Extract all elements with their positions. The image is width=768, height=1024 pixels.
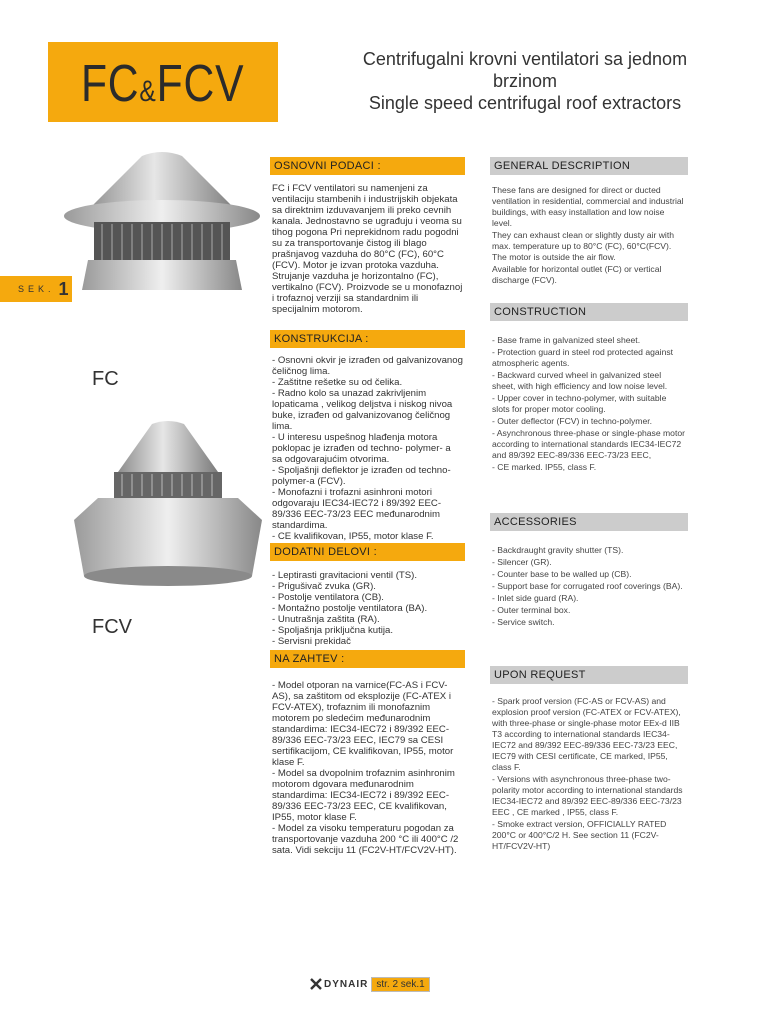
nazahtev-list [270,680,465,856]
list-item: - Service switch. [492,617,555,627]
list-item: - Leptirasti gravitacioni ventil (TS). [272,570,418,581]
dodatni-heading: DODATNI DELOVI : [270,543,465,561]
list-item: - Asynchronous three-phase or single-phase motor according to international standards IEC34-IEC72 and 89/392 EEC-89/336 EEC-73/23 EEC, [492,428,685,460]
accessories-section [490,513,688,629]
list-item: - U interesu uspešnog hlađenja motora poklopac je izrađen od techno- polymer- a sa odgovarajućim otvorima. [272,432,451,465]
logo-fcv-text: FCV [156,55,245,113]
list-item: - Upper cover in techno-polymer, with suitable slots for proper motor cooling. [492,393,667,414]
list-item: - Postolje ventilatora (CB). [272,592,384,603]
page-title [290,48,760,114]
fcv-model-label: FCV [92,616,132,638]
konstrukcija-list [270,355,465,542]
dodatni-section [270,543,465,647]
title-line-2: brzinom [492,71,558,91]
list-item: - Servisni prekidač [272,636,351,647]
list-item: - Outer terminal box. [492,605,571,615]
dynair-x-icon [310,978,322,990]
general-section [490,157,688,287]
general-heading: GENERAL DESCRIPTION [490,157,688,175]
osnovni-section [270,157,465,315]
osnovni-heading: OSNOVNI PODACI : [270,157,465,175]
list-item: - Smoke extract version, OFFICIALLY RATED 200°C or 400°C/2 H. See section 11 (FC2V-HT/FCV2V-HT) [492,819,667,851]
fcv-fan-image [68,420,268,600]
list-item: - Support base for corrugated roof coverings (BA). [492,581,683,591]
list-item: - Spoljašnji deflektor je izrađen od techno-polymer-a (FCV). [272,465,451,487]
konstrukcija-section [270,330,465,542]
list-item: They can exhaust clean or slightly dusty air with max. temperature up to 80°C (FC), 60°C(FCV). The motor is outside the air flow. [492,230,674,262]
list-item: - Montažno postolje ventilatora (BA). [272,603,428,614]
nazahtev-section [270,650,465,856]
list-item: - Protection guard in steel rod protected against atmospheric agents. [492,347,674,368]
list-item: - Silencer (GR). [492,557,552,567]
list-item: - Monofazni i trofazni asinhroni motori odgovaraju IEC34-IEC72 i 89/392 EEC-89/336 EEC-73/23 EEC međunarodnim standardima. [272,487,442,531]
fc-fan-image [62,150,262,300]
general-list [490,185,688,286]
upon-request-section [490,666,688,853]
list-item: - Spoljašnja priključna kutija. [272,625,394,636]
list-item: - Model sa dvopolnim trofaznim asinhronim motorom dgovara međunarodnim standardima: IEC34-IEC72 i 89/392 EEC-89/336 EEC-73/23 EEC, CE kvalifikovan, IP55, motor klase F. [272,768,455,823]
construction-section [490,303,688,474]
list-item: These fans are designed for direct or ducted ventilation in residential, commercial and industrial buildings, with easy installation and low noise level. [492,185,684,228]
list-item: - Base frame in galvanized steel sheet. [492,335,641,345]
upon-request-heading: UPON REQUEST [490,666,688,684]
accessories-heading: ACCESSORIES [490,513,688,531]
list-item: - Counter base to be walled up (CB). [492,569,632,579]
accessories-list [490,545,688,628]
section-tab-number: 1 [58,278,69,299]
page-number: str. 2 sek.1 [371,977,429,992]
list-item: - Prigušivač zvuka (GR). [272,581,376,592]
logo-fc-text: FC [81,55,140,113]
fc-model-label: FC [92,368,119,390]
list-item: - CE marked. IP55, class F. [492,462,597,472]
list-item: - Backward curved wheel in galvanized steel sheet, with high efficiency and low noise level. [492,370,668,391]
list-item: - CE kvalifikovan, IP55, motor klase F. [272,531,434,542]
list-item: - Model za visoku temperaturu pogodan za transportovanje vazduha 200 °C ili 400°C /2 sata. Vidi sekciju 11 (FC2V-HT/FCV2V-HT). [272,823,459,856]
list-item: - Outer deflector (FCV) in techno-polymer. [492,416,652,426]
upon-request-list [490,696,688,852]
list-item: - Model otporan na varnice(FC-AS i FCV-AS), sa zaštitom od eksplozije (FC-ATEX i FCV-ATEX), trofaznim ili monofaznim motorem po sledećim međunarodnim standardima: IEC34-IEC72 i 89/392 EEC-89/336 EEC-73/23 EEC, IEC79 sa CESI sertifikacijom, CE kvalifikovan, IP55, motor klase F. [272,680,454,768]
dodatni-list [270,570,465,647]
section-tab-label: SEK. [18,284,55,294]
list-item: - Inlet side guard (RA). [492,593,579,603]
list-item: - Unutrašnja zaštita (RA). [272,614,380,625]
list-item: - Osnovni okvir je izrađen od galvanizovanog čeličnog lima. [272,355,463,377]
page-footer [310,976,430,992]
list-item: - Radno kolo sa unazad zakrivljenim lopaticama , velikog deljstva i niskog nivoa buke, izrađen od galvanizovanog čeličnog lima. [272,388,453,432]
construction-list [490,335,688,473]
construction-heading: CONSTRUCTION [490,303,688,321]
brand-name: DYNAIR [324,978,369,990]
list-item: - Spark proof version (FC-AS or FCV-AS) and explosion proof version (FC-ATEX or FCV-ATEX), with three-phase or single-phase motor EEx-d IIB T3 according to international standards IEC34-IEC72 and 89/392 EEC-89/336 EEC-73/23 EEC, IEC79 with CESI certificate, CE marked, IP55, class F. [492,696,681,772]
konstrukcija-heading: KONSTRUKCIJA : [270,330,465,348]
list-item: - Zaštitne rešetke su od čelika. [272,377,403,388]
product-logo [81,55,245,113]
list-item: - Backdraught gravity shutter (TS). [492,545,624,555]
logo-amp-text: & [139,75,157,108]
osnovni-text: FC i FCV ventilatori su namenjeni za ventilaciju stambenih i industrijskih objekata sa direktnim izduvavanjem ili preko cevnih kanala. Jednostavno se ugrađuju i veoma su tihog pogona Pri neprekidnom radu pogodni su za transportovanje čistog ili blago prašnjavog vazduha do 80°C (FC), 60°C (FCV). Motor je izvan protoka vazduha. Strujanje vazduha je horizontalno (FC), vertikalno (FCV). Proizvode se u monofaznoj i trofaznoj verziji sa standardnim ili specijalnim motorom. [272,183,463,315]
title-line-3: Single speed centrifugal roof extractors [368,93,682,113]
list-item: Available for horizontal outlet (FC) or vertical discharge (FCV). [492,264,662,285]
nazahtev-heading: NA ZAHTEV : [270,650,465,668]
title-line-1: Centrifugalni krovni ventilatori sa jednom [362,49,688,69]
product-logo-box [48,42,278,122]
list-item: - Versions with asynchronous three-phase two-polarity motor according to international standards IEC34-IEC72 and 89/392 EEC-89/336 EEC-73/23 EEC , CE marked , IP55, class F. [492,774,683,817]
